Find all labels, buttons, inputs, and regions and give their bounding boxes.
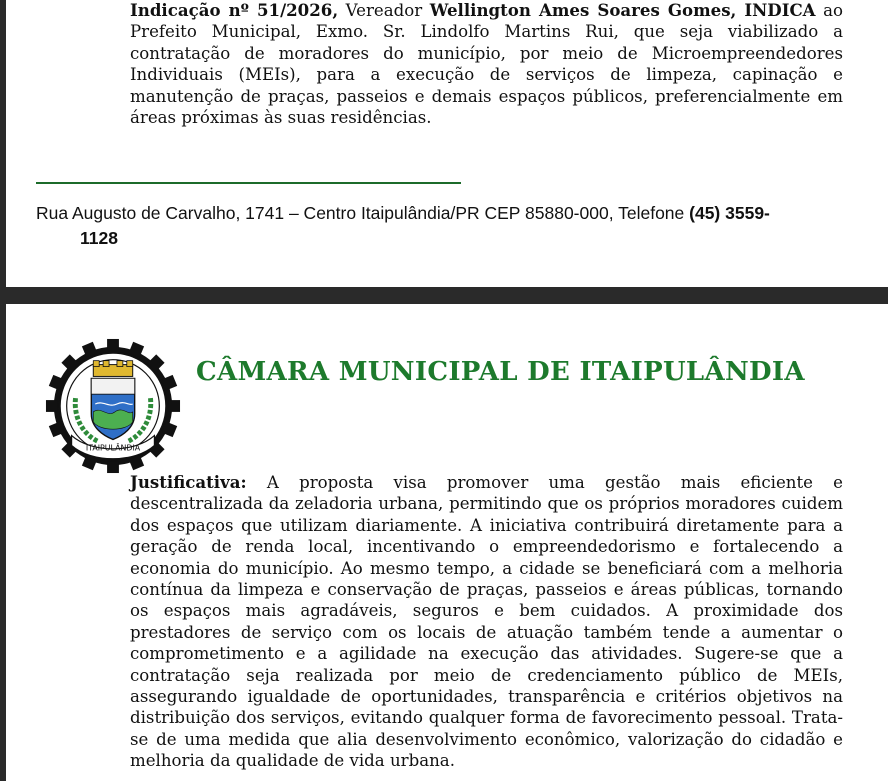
indicacao-text-b: ao Prefeito Municipal, Exmo. Sr. Lindolfo Martins Rui, que seja viabilizado a contratação de moradores do município, por meio de Microempreendedores Individuais (MEIs), para a execução de serviços de limpeza, capinação e manutenção de praças, passeios e demais espaços públicos, preferencialmente em áreas próximas às suas residências. bbox=[130, 1, 843, 128]
phone-part-a: (45) 3559- bbox=[689, 203, 770, 223]
justificativa-text: A proposta visa promover uma gestão mais eficiente e descentralizada da zeladoria urbana, permitindo que os próprios moradores cuidem dos espaços que utilizam diariamente. A iniciativa contribuirá diretamente para a geração de renda local, incentivando o empreendedorismo e fortalecendo a economia do município. Ao mesmo tempo, a cidade se beneficiará com a melhoria contínua da limpeza e conservação de praças, passeios e áreas públicas, tornando os espaços mais agradáveis, seguros e bem cuidados. A proximidade dos prestadores de serviço com os locais de atuação também tende a aumentar o comprometimento e a agilidade na execução das atividades. Sugere-se que a contratação seja realizada por meio de credenciamento público de MEIs, assegurando igualdade de oportunidades, transparência e critérios objetivos na distribuição dos serviços, evitando qualquer forma de favorecimento pessoal. Trata-se de uma medida que alia desenvolvimento econômico, valorização do cidadão e melhoria da qualidade de vida urbana. bbox=[130, 473, 843, 771]
indicacao-text-a: Vereador bbox=[338, 1, 430, 20]
vereador-name: Wellington Ames Soares Gomes, INDICA bbox=[429, 0, 816, 20]
document-page-2 bbox=[6, 304, 888, 781]
justificativa-label: Justificativa: bbox=[130, 472, 247, 492]
document-page-1 bbox=[6, 0, 888, 287]
footer-address bbox=[36, 201, 836, 251]
gear-tooth bbox=[168, 400, 180, 412]
logo-ribbon-text: ITAIPULÂNDIA bbox=[85, 443, 141, 453]
indicacao-paragraph bbox=[130, 0, 843, 128]
justificativa-paragraph bbox=[130, 472, 843, 772]
address-text: Rua Augusto de Carvalho, 1741 – Centro Itaipulândia/PR CEP 85880-000, Telefone bbox=[36, 203, 690, 223]
gear-tooth bbox=[46, 400, 58, 412]
indicacao-label: Indicação nº 51/2026, bbox=[130, 0, 339, 20]
gear-tooth bbox=[107, 339, 119, 351]
gear-tooth bbox=[107, 461, 119, 473]
footer-divider bbox=[36, 182, 461, 184]
phone-part-b: 1128 bbox=[80, 228, 118, 248]
municipal-seal-logo bbox=[44, 337, 182, 475]
header-title: CÂMARA MUNICIPAL DE ITAIPULÂNDIA bbox=[196, 357, 805, 387]
